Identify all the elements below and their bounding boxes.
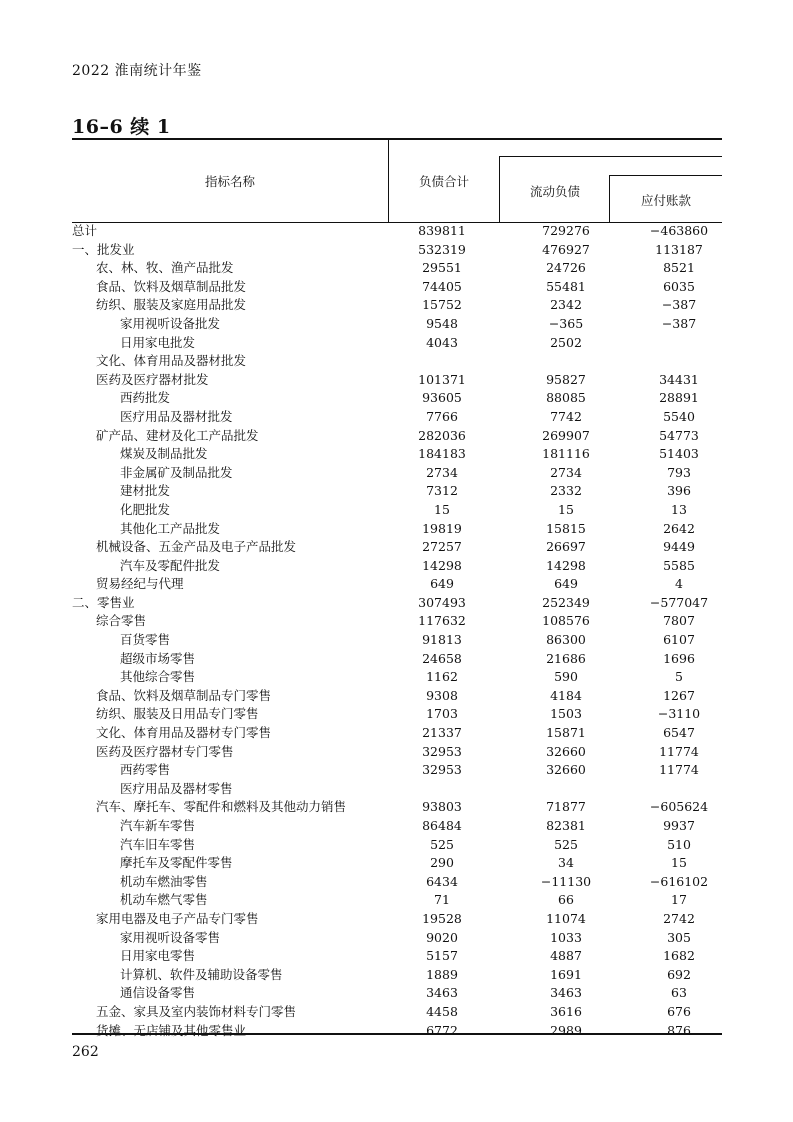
indicator-name: 总计 bbox=[72, 223, 98, 238]
current-liabilities-cell: 21686 bbox=[546, 650, 586, 666]
current-liabilities-cell: 14298 bbox=[546, 557, 586, 573]
current-liabilities-cell: 2332 bbox=[550, 483, 582, 499]
indicator-name: 西药批发 bbox=[120, 390, 171, 406]
indicator-name: 五金、家具及室内装饰材料专门零售 bbox=[96, 1003, 297, 1019]
current-liabilities-cell: 55481 bbox=[546, 278, 586, 294]
indicator-name: 文化、体育用品及器材专门零售 bbox=[96, 725, 272, 741]
table-row bbox=[72, 817, 722, 836]
indicator-name: 纺织、服装及家庭用品批发 bbox=[96, 297, 247, 313]
indicator-name: 日用家电批发 bbox=[120, 334, 196, 350]
total-liabilities-cell: 1703 bbox=[426, 706, 458, 722]
accounts-payable-cell: 9449 bbox=[663, 539, 695, 555]
table-row bbox=[72, 705, 722, 724]
indicator-name: 日用家电零售 bbox=[120, 948, 196, 964]
indicator-name: 百货零售 bbox=[120, 632, 171, 648]
current-liabilities-cell: 7742 bbox=[550, 408, 582, 424]
indicator-name: 医疗用品及器材零售 bbox=[120, 780, 233, 796]
total-liabilities-cell: 9548 bbox=[426, 315, 458, 331]
table-row bbox=[72, 334, 722, 353]
indicator-name: 贸易经纪与代理 bbox=[96, 576, 184, 592]
current-liabilities-cell: 590 bbox=[554, 669, 578, 685]
accounts-payable-cell: −463860 bbox=[649, 223, 709, 238]
total-liabilities-cell: 27257 bbox=[422, 539, 462, 555]
table-row bbox=[72, 668, 722, 687]
table-row bbox=[72, 557, 722, 576]
accounts-payable-cell: 1267 bbox=[663, 687, 695, 703]
table-title: 16–6 续 1 bbox=[72, 116, 171, 138]
table-top-rule bbox=[72, 138, 722, 140]
table-row bbox=[72, 836, 722, 855]
table-row bbox=[72, 575, 722, 594]
table-row bbox=[72, 910, 722, 929]
table-row bbox=[72, 984, 722, 1003]
table-row bbox=[72, 501, 722, 520]
current-liabilities-cell: 476927 bbox=[542, 241, 590, 257]
total-liabilities-cell: 290 bbox=[430, 855, 454, 871]
indicator-name: 西药零售 bbox=[120, 762, 171, 778]
total-liabilities-cell: 74405 bbox=[422, 278, 462, 294]
indicator-name: 纺织、服装及日用品专门零售 bbox=[96, 706, 259, 722]
indicator-name: 综合零售 bbox=[96, 613, 147, 629]
total-liabilities-cell: 93803 bbox=[422, 799, 462, 815]
indicator-name: 计算机、软件及辅助设备零售 bbox=[120, 966, 283, 982]
indicator-name: 机械设备、五金产品及电子产品批发 bbox=[96, 539, 297, 555]
indicator-name: 化肥批发 bbox=[120, 501, 171, 517]
current-liabilities-cell: −365 bbox=[548, 315, 584, 331]
indicator-name: 汽车、摩托车、零配件和燃料及其他动力销售 bbox=[96, 799, 347, 815]
indicator-name: 机动车燃油零售 bbox=[120, 873, 208, 889]
accounts-payable-cell: 7807 bbox=[663, 613, 695, 629]
total-liabilities-cell: 24658 bbox=[422, 650, 462, 666]
current-liabilities-cell: 4184 bbox=[550, 687, 582, 703]
total-liabilities-cell: 117632 bbox=[418, 613, 466, 629]
total-liabilities-cell: 71 bbox=[434, 892, 450, 908]
accounts-payable-cell: −3110 bbox=[657, 706, 701, 722]
total-liabilities-cell: 5157 bbox=[426, 948, 458, 964]
current-liabilities-cell: 1033 bbox=[550, 929, 582, 945]
accounts-payable-cell: 1696 bbox=[663, 650, 695, 666]
table-row bbox=[72, 352, 722, 371]
accounts-payable-cell: 305 bbox=[667, 929, 691, 945]
accounts-payable-cell: −616102 bbox=[649, 873, 709, 889]
indicator-name: 非金属矿及制品批发 bbox=[120, 464, 233, 480]
current-liabilities-cell: 24726 bbox=[546, 260, 586, 276]
total-liabilities-cell: 7312 bbox=[426, 483, 458, 499]
accounts-payable-cell: 8521 bbox=[663, 260, 695, 276]
current-liabilities-cell: 2734 bbox=[550, 464, 582, 480]
indicator-name: 矿产品、建材及化工产品批发 bbox=[96, 427, 259, 443]
accounts-payable-cell: −387 bbox=[661, 297, 697, 313]
current-liabilities-cell: 1691 bbox=[550, 966, 582, 982]
indicator-name: 其他化工产品批发 bbox=[120, 520, 221, 536]
current-liabilities-cell: 3616 bbox=[550, 1003, 582, 1019]
accounts-payable-cell: 5540 bbox=[663, 408, 695, 424]
total-liabilities-cell: 91813 bbox=[422, 632, 462, 648]
total-liabilities-cell: 19528 bbox=[422, 910, 462, 926]
total-liabilities-cell: 9020 bbox=[426, 929, 458, 945]
total-liabilities-cell: 282036 bbox=[418, 427, 466, 443]
table-row bbox=[72, 1022, 722, 1041]
total-liabilities-cell: 525 bbox=[430, 836, 454, 852]
indicator-name: 通信设备零售 bbox=[120, 985, 196, 1001]
indicator-name: 食品、饮料及烟草制品专门零售 bbox=[96, 687, 272, 703]
indicator-name: 汽车旧车零售 bbox=[120, 836, 196, 852]
table-row bbox=[72, 966, 722, 985]
accounts-payable-cell: −387 bbox=[661, 315, 697, 331]
indicator-name: 机动车燃气零售 bbox=[120, 892, 208, 908]
current-liabilities-cell: 32660 bbox=[546, 743, 586, 759]
table-row bbox=[72, 315, 722, 334]
current-liabilities-cell: 269907 bbox=[542, 427, 590, 443]
accounts-payable-cell: 5585 bbox=[663, 557, 695, 573]
table-row bbox=[72, 241, 722, 260]
indicator-name: 医药及医疗器材批发 bbox=[96, 371, 209, 387]
total-liabilities-cell: 21337 bbox=[422, 725, 462, 741]
indicator-name: 超级市场零售 bbox=[120, 650, 196, 666]
indicator-name: 文化、体育用品及器材批发 bbox=[96, 353, 247, 369]
indicator-name: 汽车新车零售 bbox=[120, 818, 196, 833]
total-liabilities-cell: 19819 bbox=[422, 520, 462, 536]
table-row bbox=[72, 427, 722, 446]
total-liabilities-cell: 93605 bbox=[422, 390, 462, 406]
current-liabilities-cell: 71877 bbox=[546, 799, 586, 815]
table-row bbox=[72, 222, 722, 241]
total-liabilities-cell: 32953 bbox=[422, 762, 462, 778]
total-liabilities-cell: 839811 bbox=[418, 223, 466, 238]
accounts-payable-cell: 63 bbox=[671, 985, 687, 1001]
current-liabilities-cell: −11130 bbox=[540, 873, 592, 889]
current-liabilities-cell: 729276 bbox=[542, 223, 590, 238]
current-liabilities-cell: 11074 bbox=[546, 910, 586, 926]
indicator-name: 摩托车及零配件零售 bbox=[120, 855, 233, 871]
total-liabilities-cell: 4043 bbox=[426, 334, 458, 350]
accounts-payable-cell: 17 bbox=[671, 892, 687, 908]
total-liabilities-cell: 307493 bbox=[418, 594, 466, 610]
table-row bbox=[72, 891, 722, 910]
accounts-payable-cell: 113187 bbox=[655, 241, 703, 257]
header-divider-name bbox=[388, 138, 389, 222]
total-liabilities-cell: 15752 bbox=[422, 297, 462, 313]
accounts-payable-cell: 15 bbox=[671, 855, 687, 871]
accounts-payable-cell: −605624 bbox=[649, 799, 709, 815]
total-liabilities-cell: 101371 bbox=[418, 371, 466, 387]
accounts-payable-cell: 11774 bbox=[659, 743, 699, 759]
current-liabilities-cell: 15 bbox=[558, 501, 574, 517]
accounts-payable-cell: 13 bbox=[671, 501, 687, 517]
current-liabilities-cell: 15871 bbox=[546, 725, 586, 741]
indicator-name: 农、林、牧、渔产品批发 bbox=[96, 260, 234, 276]
table-row bbox=[72, 464, 722, 483]
table-row bbox=[72, 389, 722, 408]
current-liabilities-cell: 82381 bbox=[546, 818, 586, 833]
accounts-payable-cell: 9937 bbox=[663, 818, 695, 833]
accounts-payable-cell: −577047 bbox=[649, 594, 709, 610]
total-liabilities-cell: 29551 bbox=[422, 260, 462, 276]
current-liabilities-cell: 108576 bbox=[542, 613, 590, 629]
total-liabilities-cell: 2734 bbox=[426, 464, 458, 480]
total-liabilities-cell: 14298 bbox=[422, 557, 462, 573]
current-liabilities-cell: 95827 bbox=[546, 371, 586, 387]
accounts-payable-cell: 692 bbox=[667, 966, 691, 982]
current-liabilities-cell: 26697 bbox=[546, 539, 586, 555]
total-liabilities-cell: 86484 bbox=[422, 818, 462, 833]
accounts-payable-cell: 2642 bbox=[663, 520, 695, 536]
table-row bbox=[72, 650, 722, 669]
current-liabilities-cell: 15815 bbox=[546, 520, 586, 536]
header-subgroup-rule bbox=[609, 175, 722, 176]
table-row bbox=[72, 408, 722, 427]
table-row bbox=[72, 520, 722, 539]
table-row bbox=[72, 259, 722, 278]
indicator-name: 医药及医疗器材专门零售 bbox=[96, 743, 234, 759]
table-row bbox=[72, 929, 722, 948]
accounts-payable-cell: 6035 bbox=[663, 278, 695, 294]
accounts-payable-cell: 34431 bbox=[659, 371, 699, 387]
table-body bbox=[72, 222, 722, 1040]
indicator-name: 食品、饮料及烟草制品批发 bbox=[96, 278, 247, 294]
table-row bbox=[72, 854, 722, 873]
indicator-name: 建材批发 bbox=[120, 483, 171, 499]
table-bottom-rule bbox=[72, 1033, 722, 1035]
table-row bbox=[72, 687, 722, 706]
header-indicator-name: 指标名称 bbox=[204, 174, 256, 189]
current-liabilities-cell: 649 bbox=[554, 576, 578, 592]
current-liabilities-cell: 2342 bbox=[550, 297, 582, 313]
header-accounts-payable: 应付账款 bbox=[640, 193, 692, 208]
current-liabilities-cell: 4887 bbox=[550, 948, 582, 964]
table-row bbox=[72, 743, 722, 762]
accounts-payable-cell: 6547 bbox=[663, 725, 695, 741]
header-current-liabilities: 流动负债 bbox=[529, 184, 581, 199]
table-row bbox=[72, 780, 722, 799]
current-liabilities-cell: 252349 bbox=[542, 594, 590, 610]
current-liabilities-cell: 2502 bbox=[550, 334, 582, 350]
accounts-payable-cell: 676 bbox=[667, 1003, 691, 1019]
accounts-payable-cell: 11774 bbox=[659, 762, 699, 778]
current-liabilities-cell: 181116 bbox=[542, 446, 590, 462]
total-liabilities-cell: 9308 bbox=[426, 687, 458, 703]
indicator-name: 煤炭及制品批发 bbox=[120, 446, 208, 462]
current-liabilities-cell: 1503 bbox=[550, 706, 582, 722]
total-liabilities-cell: 3463 bbox=[426, 985, 458, 1001]
table-row bbox=[72, 445, 722, 464]
table-row bbox=[72, 873, 722, 892]
header-divider-total bbox=[499, 156, 500, 222]
current-liabilities-cell: 88085 bbox=[546, 390, 586, 406]
accounts-payable-cell: 876 bbox=[667, 1022, 691, 1038]
table-row bbox=[72, 482, 722, 501]
table-row bbox=[72, 631, 722, 650]
total-liabilities-cell: 184183 bbox=[418, 446, 466, 462]
page-number: 262 bbox=[72, 1044, 99, 1060]
table-row bbox=[72, 612, 722, 631]
accounts-payable-cell: 51403 bbox=[659, 446, 699, 462]
total-liabilities-cell: 649 bbox=[430, 576, 454, 592]
header-divider-current bbox=[609, 175, 610, 222]
table-row bbox=[72, 371, 722, 390]
total-liabilities-cell: 1162 bbox=[426, 669, 458, 685]
current-liabilities-cell: 2989 bbox=[550, 1022, 582, 1038]
accounts-payable-cell: 1682 bbox=[663, 948, 695, 964]
header-total-liabilities: 负债合计 bbox=[418, 174, 470, 189]
indicator-name: 二、零售业 bbox=[72, 594, 135, 610]
total-liabilities-cell: 6434 bbox=[426, 873, 458, 889]
table-row bbox=[72, 538, 722, 557]
table-row bbox=[72, 278, 722, 297]
total-liabilities-cell: 4458 bbox=[426, 1003, 458, 1019]
current-liabilities-cell: 34 bbox=[558, 855, 574, 871]
total-liabilities-cell: 6772 bbox=[426, 1022, 458, 1038]
accounts-payable-cell: 28891 bbox=[659, 390, 699, 406]
running-head: 2022 淮南统计年鉴 bbox=[72, 63, 202, 79]
accounts-payable-cell: 510 bbox=[667, 836, 691, 852]
current-liabilities-cell: 525 bbox=[554, 836, 578, 852]
accounts-payable-cell: 2742 bbox=[663, 910, 695, 926]
table-row bbox=[72, 798, 722, 817]
table-row bbox=[72, 947, 722, 966]
table-row bbox=[72, 594, 722, 613]
indicator-name: 家用视听设备零售 bbox=[120, 929, 221, 945]
total-liabilities-cell: 15 bbox=[434, 501, 450, 517]
indicator-name: 其他综合零售 bbox=[120, 669, 196, 685]
accounts-payable-cell: 5 bbox=[675, 669, 683, 685]
current-liabilities-cell: 32660 bbox=[546, 762, 586, 778]
indicator-name: 一、批发业 bbox=[72, 241, 135, 257]
indicator-name: 货摊、无店铺及其他零售业 bbox=[96, 1022, 247, 1038]
accounts-payable-cell: 396 bbox=[667, 483, 691, 499]
table-row bbox=[72, 724, 722, 743]
indicator-name: 汽车及零配件批发 bbox=[120, 557, 221, 573]
table-row bbox=[72, 1003, 722, 1022]
table-row bbox=[72, 761, 722, 780]
header-group-rule bbox=[499, 156, 722, 157]
indicator-name: 家用视听设备批发 bbox=[120, 315, 221, 331]
total-liabilities-cell: 1889 bbox=[426, 966, 458, 982]
total-liabilities-cell: 7766 bbox=[426, 408, 458, 424]
current-liabilities-cell: 66 bbox=[558, 892, 574, 908]
accounts-payable-cell: 793 bbox=[667, 464, 691, 480]
current-liabilities-cell: 86300 bbox=[546, 632, 586, 648]
current-liabilities-cell: 3463 bbox=[550, 985, 582, 1001]
indicator-name: 医疗用品及器材批发 bbox=[120, 408, 233, 424]
accounts-payable-cell: 6107 bbox=[663, 632, 695, 648]
indicator-name: 家用电器及电子产品专门零售 bbox=[96, 910, 259, 926]
accounts-payable-cell: 54773 bbox=[659, 427, 699, 443]
total-liabilities-cell: 532319 bbox=[418, 241, 466, 257]
table-row bbox=[72, 296, 722, 315]
accounts-payable-cell: 4 bbox=[675, 576, 683, 592]
total-liabilities-cell: 32953 bbox=[422, 743, 462, 759]
